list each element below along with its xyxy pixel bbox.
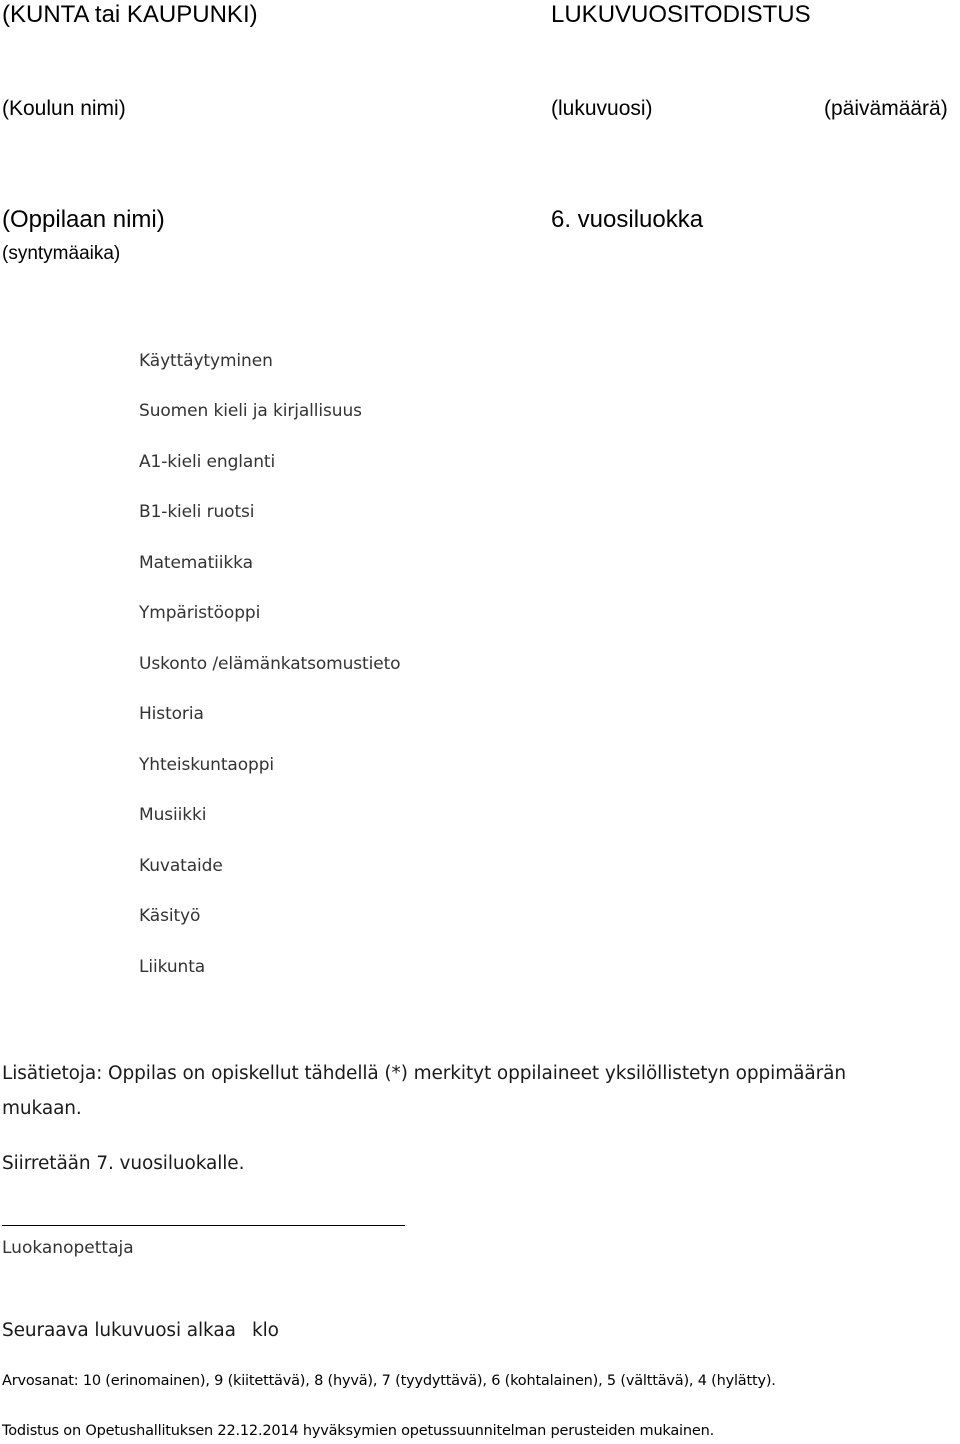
student-name-placeholder: (Oppilaan nimi) <box>2 206 165 233</box>
subject-item: Uskonto /elämänkatsomustieto <box>139 654 401 674</box>
subject-item: Käsityö <box>139 906 201 926</box>
additional-info-text-continued: mukaan. <box>2 1098 82 1119</box>
next-year-time-label: klo <box>252 1320 279 1341</box>
subject-item: Liikunta <box>139 957 206 977</box>
birth-date-placeholder: (syntymäaika) <box>2 243 121 264</box>
grade-level: 6. vuosiluokka <box>551 206 704 233</box>
document-title: LUKUVUOSITODISTUS <box>551 1 811 28</box>
next-year-start-text: Seuraava lukuvuosi alkaa <box>2 1320 236 1341</box>
additional-info-text: Lisätietoja: Oppilas on opiskellut tähdellä (*) merkityt oppilaineet yksilöllistetyn oppimäärän <box>2 1063 846 1084</box>
subject-item: A1-kieli englanti <box>139 452 276 472</box>
subject-item: Kuvataide <box>139 856 223 876</box>
subject-item: Ympäristöoppi <box>139 603 261 623</box>
subject-item: Historia <box>139 704 204 724</box>
subject-item: Käyttäytyminen <box>139 351 273 371</box>
subject-item: Matematiikka <box>139 553 253 573</box>
signature-role: Luokanopettaja <box>2 1238 134 1258</box>
certificate-basis: Todistus on Opetushallituksen 22.12.2014 hyväksymien opetussuunnitelman perusteiden mukainen. <box>2 1423 714 1439</box>
transfer-decision: Siirretään 7. vuosiluokalle. <box>2 1153 245 1174</box>
municipality-placeholder: (KUNTA tai KAUPUNKI) <box>2 1 258 28</box>
grading-scale: Arvosanat: 10 (erinomainen), 9 (kiitettävä), 8 (hyvä), 7 (tyydyttävä), 6 (kohtalainen), 5 (välttävä), 4 (hylätty). <box>2 1373 776 1389</box>
subject-item: B1-kieli ruotsi <box>139 502 255 522</box>
school-year-placeholder: (lukuvuosi) <box>551 97 653 120</box>
signature-line <box>2 1225 405 1226</box>
subject-item: Musiikki <box>139 805 207 825</box>
date-placeholder: (päivämäärä) <box>824 97 948 120</box>
school-name-placeholder: (Koulun nimi) <box>2 97 126 120</box>
subject-item: Yhteiskuntaoppi <box>139 755 275 775</box>
subject-item: Suomen kieli ja kirjallisuus <box>139 401 362 421</box>
